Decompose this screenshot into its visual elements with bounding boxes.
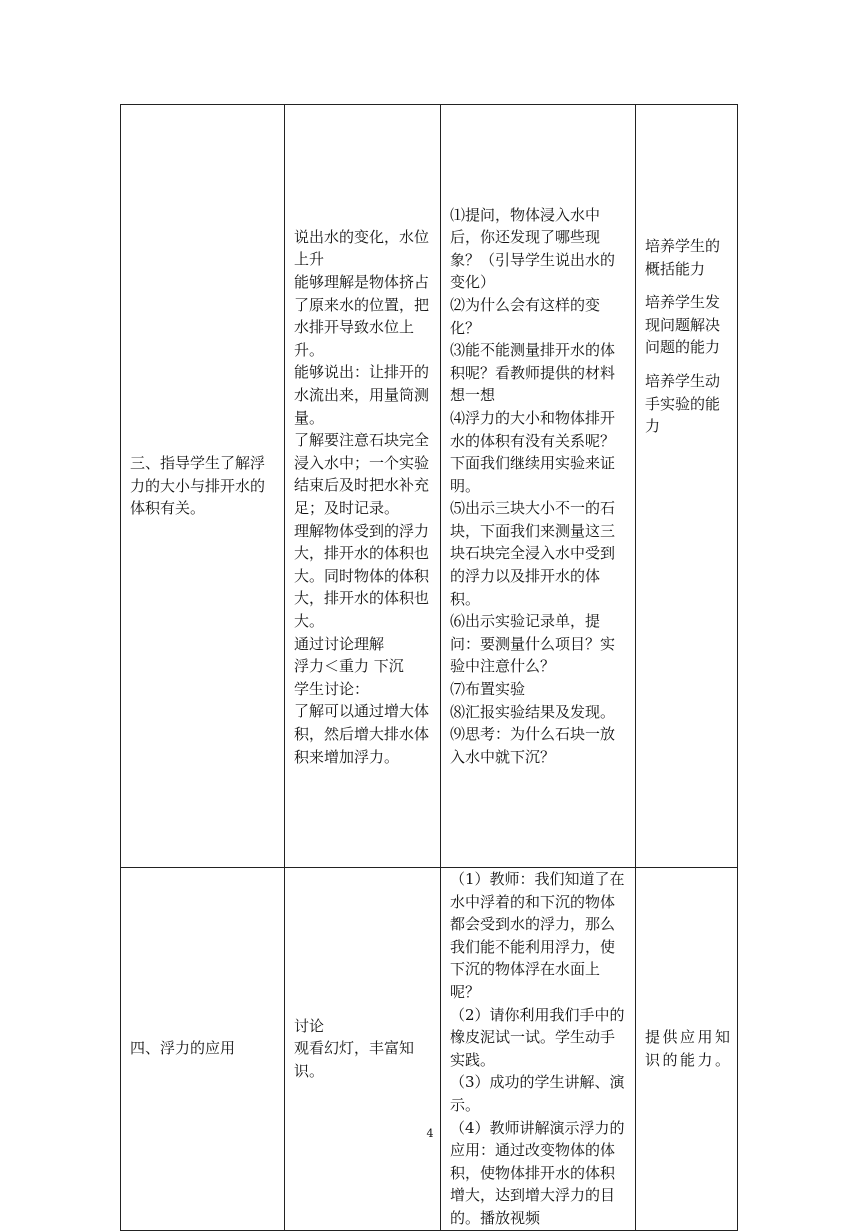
purpose-cell xyxy=(636,105,738,868)
lesson-plan-table xyxy=(120,104,738,1231)
teacher-activity-line: ⑼思考：为什么石块一放入水中就下沉？ xyxy=(450,725,616,766)
teacher-activity-line: （4）教师讲解演示浮力的应用：通过改变物体的体积，使物体排开水的体积增大，达到增大浮力的目的。播放视频 xyxy=(450,1118,625,1227)
student-activity-line: 观看幻灯，丰富知识。 xyxy=(294,1039,415,1081)
student-activity-line: 能够说出：让排开的水流出来，用量筒测量。 xyxy=(294,363,430,427)
teacher-activity-line: （1）教师：我们知道了在水中浮着的和下沉的物体都会受到水的浮力，那么我们能不能利用浮力，使下沉的物体浮在水面上呢？ xyxy=(450,870,625,1001)
teacher-activity-line: ⑵为什么会有这样的变化？ xyxy=(450,295,601,337)
teacher-activity-line: ⑺布置实验 xyxy=(450,680,526,699)
student-activity-cell xyxy=(285,105,441,868)
stage-text: 三、指导学生了解浮力的大小与排开水的体积有关。 xyxy=(130,454,266,518)
student-activity-cell xyxy=(285,868,441,1231)
teacher-activity-line: ⑸出示三块大小不一的石块，下面我们来测量这三块石块完全浸入水中受到的浮力以及排开水的体积。 xyxy=(450,499,616,608)
purpose-line: 提供应用知识的能力。 xyxy=(645,1028,730,1069)
teacher-activity-cell xyxy=(441,868,636,1231)
table-row xyxy=(121,868,738,1231)
teacher-activity-line: ⑻汇报实验结果及发现。 xyxy=(450,702,616,721)
stage-cell xyxy=(121,105,285,868)
student-activity-line: 通过讨论理解 xyxy=(294,634,385,653)
purpose-line: 培养学生动手实验的能力 xyxy=(645,371,721,436)
teacher-activity-line: ⑴提问，物体浸入水中后，你还发现了哪些现象？（引导学生说出水的变化） xyxy=(450,205,616,292)
student-activity-line: 浮力＜重力 下沉 xyxy=(294,657,404,676)
student-activity-line: 了解可以通过增大体积，然后增大排水体积来增加浮力。 xyxy=(294,702,430,766)
purpose-line: 培养学生发现问题解决问题的能力 xyxy=(645,293,721,357)
teacher-activity-line: （2）请你利用我们手中的橡皮泥试一试。学生动手实践。 xyxy=(450,1005,625,1069)
page-number: 4 xyxy=(426,1127,434,1140)
student-activity-line: 了解要注意石块完全浸入水中；一个实验结束后及时把水补充足；及时记录。 xyxy=(294,431,430,517)
teacher-activity-line: ⑶能不能测量排开水的体积呢？看教师提供的材料想一想 xyxy=(450,341,616,405)
teacher-activity-cell xyxy=(441,105,636,868)
student-activity-line: 能够理解是物体挤占了原来水的位置，把水排开导致水位上升。 xyxy=(294,273,430,359)
purpose-cell xyxy=(636,868,738,1231)
student-activity-line: 讨论 xyxy=(294,1016,325,1035)
purpose-line: 培养学生的概括能力 xyxy=(645,237,721,278)
stage-text: 四、浮力的应用 xyxy=(130,1039,236,1058)
student-activity-line: 说出水的变化，水位上升 xyxy=(294,227,430,269)
stage-cell xyxy=(121,868,285,1231)
student-activity-line: 学生讨论： xyxy=(294,679,370,698)
teacher-activity-line: ⑷浮力的大小和物体排开水的体积有没有关系呢？下面我们继续用实验来证明。 xyxy=(450,408,616,495)
table-row xyxy=(121,105,738,868)
teacher-activity-line: （3）成功的学生讲解、演示。 xyxy=(450,1073,625,1114)
teacher-activity-line: ⑹出示实验记录单，提问：要测量什么项目？实验中注意什么？ xyxy=(450,612,616,676)
student-activity-line: 理解物体受到的浮力大，排开水的体积也大。同时物体的体积大，排开水的体积也大。 xyxy=(294,521,430,630)
